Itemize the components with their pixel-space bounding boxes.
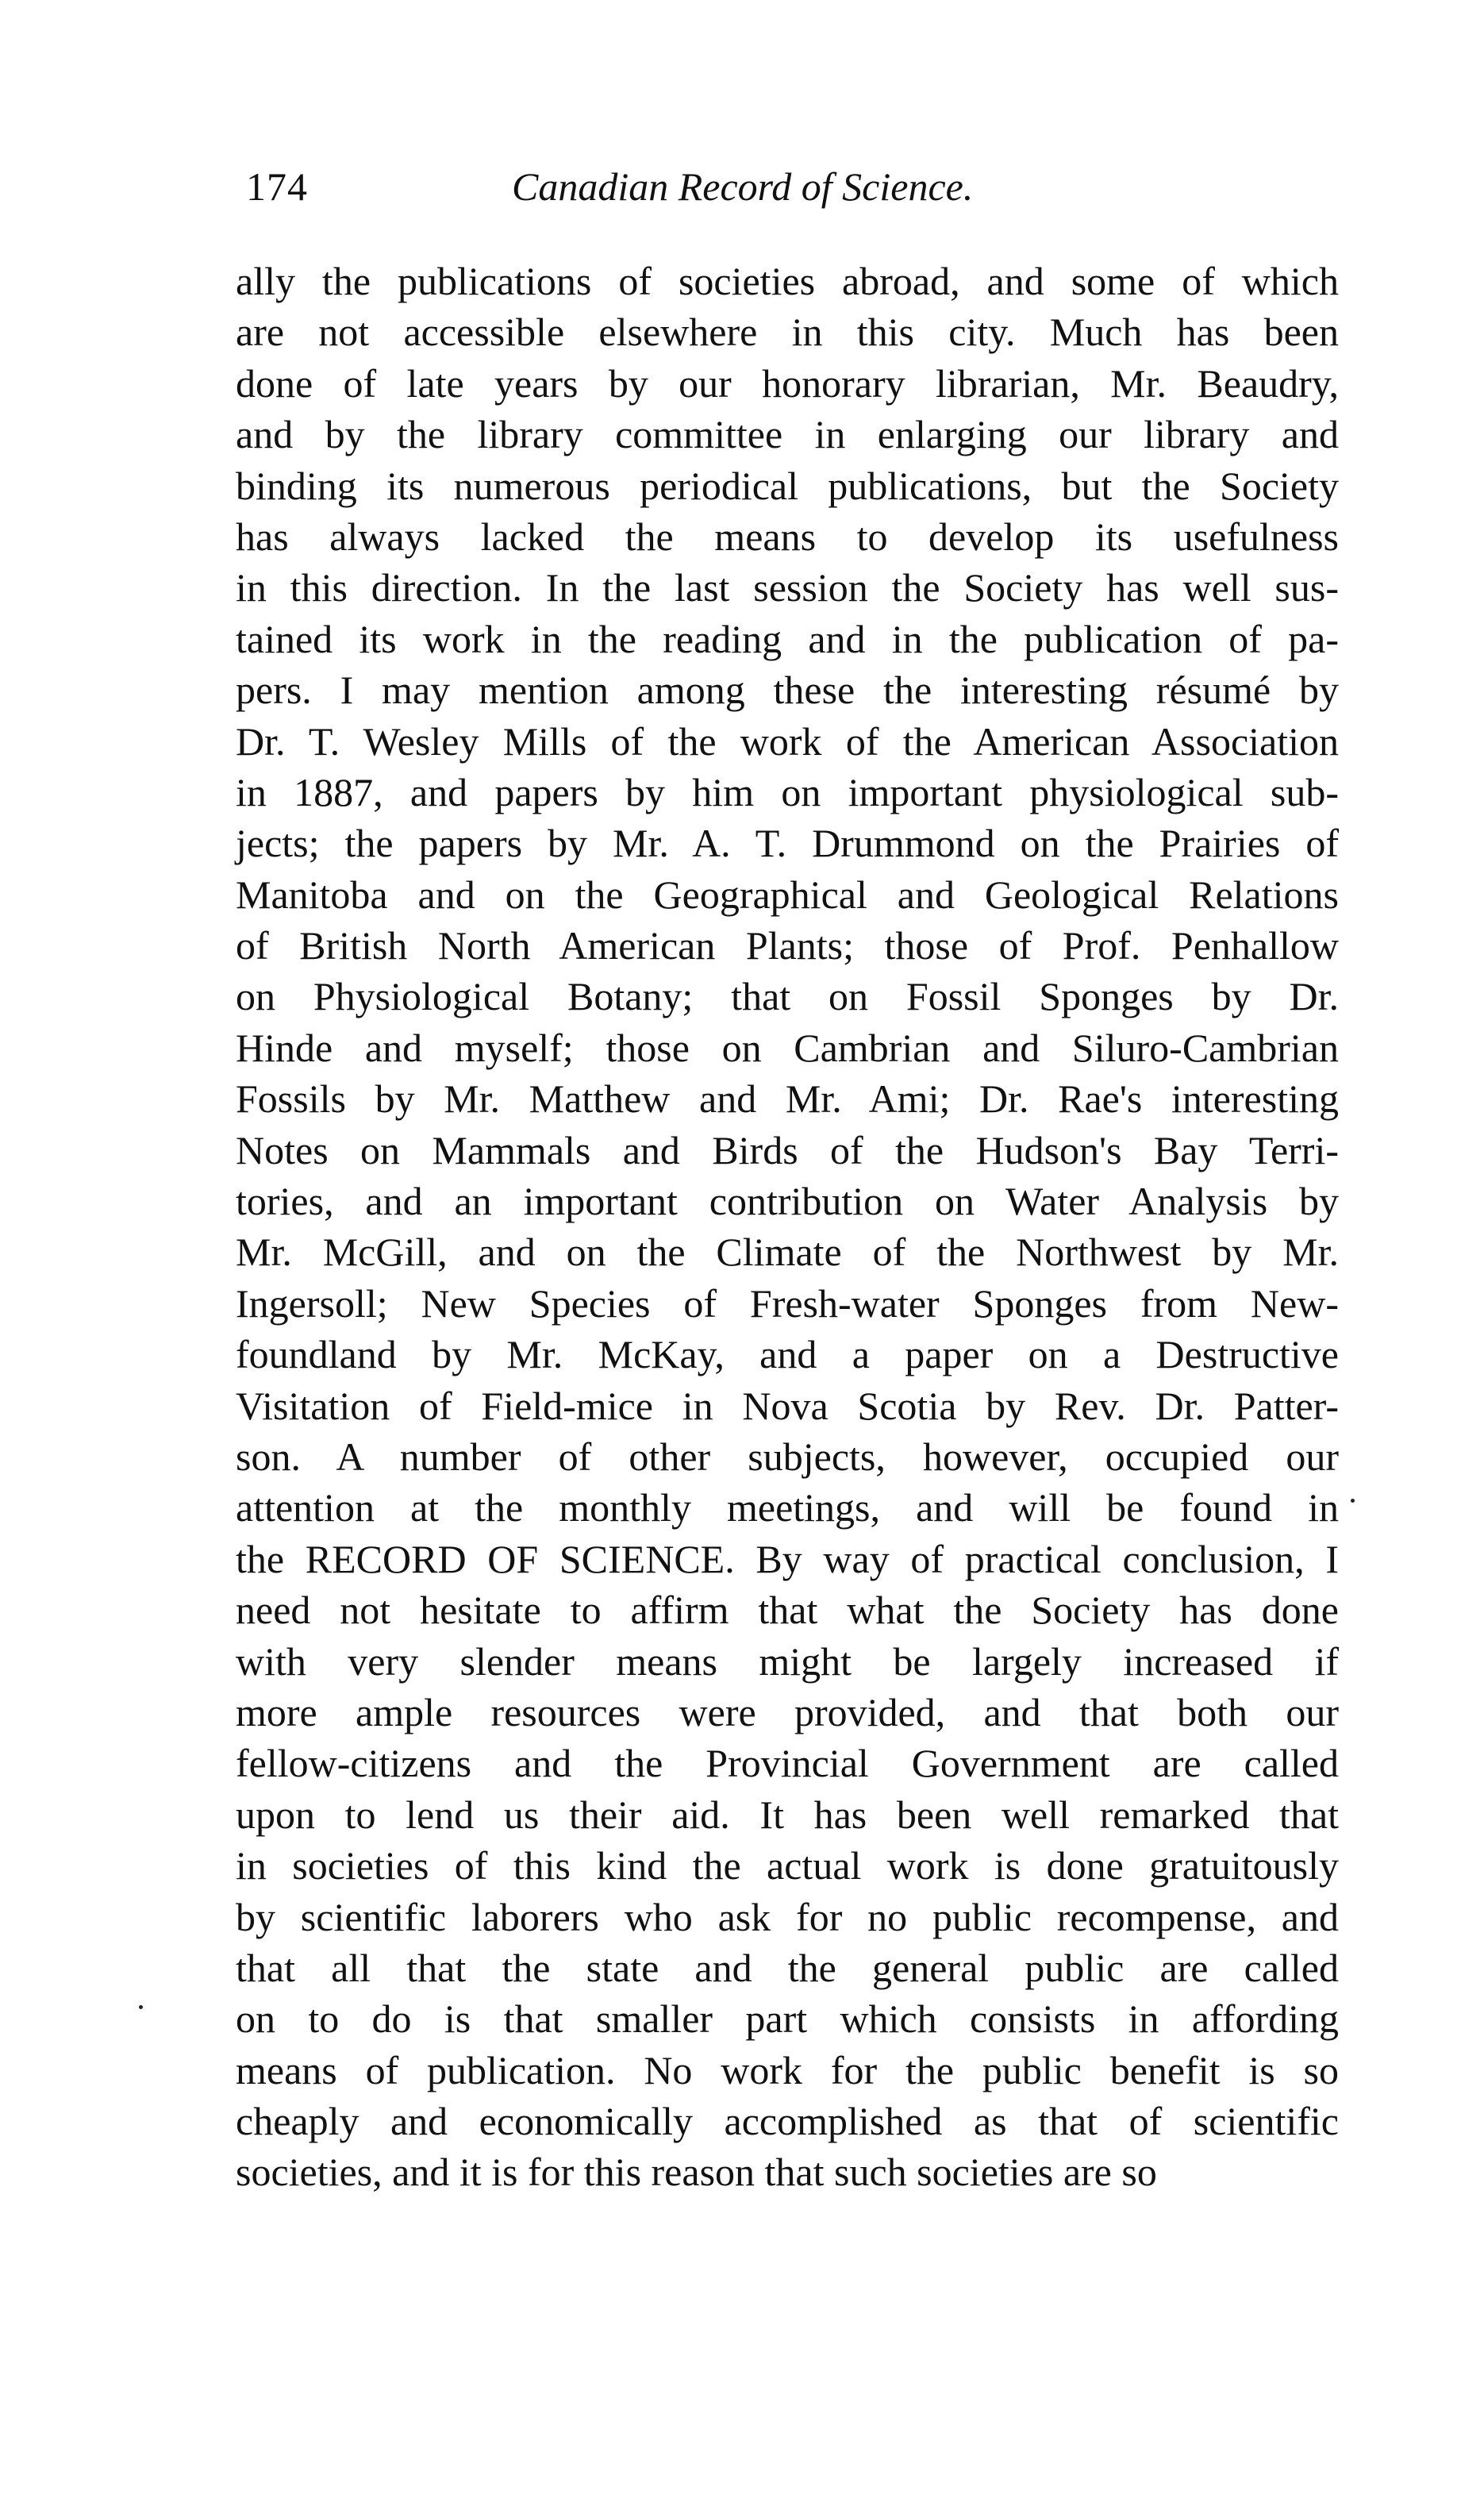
text-line: Notes on Mammals and Birds of the Hudson's Bay Terri- [236,1127,1339,1172]
margin-dot [139,2005,143,2009]
text-line: on to do is that smaller part which consists in affording [236,1996,1339,2042]
text-line: that all that the state and the general public are called [236,1945,1339,1990]
text-line: the RECORD OF SCIENCE. By way of practical conclusion, I [236,1536,1339,1581]
text-line: ally the publications of societies abroad, and some of which [236,259,1339,303]
text-line: attention at the monthly meetings, and will be found in [236,1485,1339,1530]
body-text [236,256,1339,2198]
text-line: and by the library committee in enlarging our library and [236,412,1339,457]
text-line: Ingersoll; New Species of Fresh-water Sponges from New- [236,1280,1339,1326]
text-line: Hinde and myself; those on Cambrian and Siluro-Cambrian [236,1025,1339,1070]
text-line: in 1887, and papers by him on important physiological sub- [236,769,1339,814]
page-number: 174 [246,164,308,209]
text-line: by scientific laborers who ask for no public recompense, and [236,1894,1339,1939]
text-line: with very slender means might be largely increased if [236,1638,1339,1684]
text-line: tained its work in the reading and in the publication of pa- [236,616,1339,661]
text-line: in this direction. In the last session the Society has well sus- [236,565,1339,610]
text-line: binding its numerous periodical publications, but the Society [236,463,1339,508]
text-line: cheaply and economically accomplished as that of scientific [236,2099,1339,2144]
text-line: done of late years by our honorary librarian, Mr. Beaudry, [236,360,1339,406]
text-line: on Physiological Botany; that on Fossil Sponges by Dr. [236,974,1339,1019]
text-line: societies, and it is for this reason that such societies are so [236,2150,1157,2195]
margin-dot [1351,1499,1355,1503]
text-line: son. A number of other subjects, however, occupied our [236,1434,1339,1479]
text-line: means of publication. No work for the public benefit is so [236,2047,1339,2092]
text-line: of British North American Plants; those of Prof. Penhallow [236,923,1339,968]
text-line: in societies of this kind the actual work is done gratuitously [236,1843,1339,1888]
text-line: Mr. McGill, and on the Climate of the Northwest by Mr. [236,1230,1339,1275]
text-line: more ample resources were provided, and that both our [236,1689,1339,1734]
text-line: fellow-citizens and the Provincial Government are called [236,1741,1339,1786]
text-line: Visitation of Field-mice in Nova Scotia by Rev. Dr. Patter- [236,1383,1339,1428]
running-title: Canadian Record of Science. [512,164,974,209]
text-line: tories, and an important contribution on Water Analysis by [236,1179,1339,1224]
page-header [246,163,1238,226]
text-line: foundland by Mr. McKay, and a paper on a Destructive [236,1332,1339,1377]
text-line: Dr. T. Wesley Mills of the work of the American Association [236,718,1339,764]
text-line: upon to lend us their aid. It has been well remarked that [236,1792,1339,1837]
text-line: pers. I may mention among these the interesting résumé by [236,668,1339,713]
text-line: has always lacked the means to develop its usefulness [236,514,1339,559]
text-line: jects; the papers by Mr. A. T. Drummond on the Prairies of [236,821,1339,866]
text-line: need not hesitate to affirm that what the Society has done [236,1588,1339,1633]
text-line: Manitoba and on the Geographical and Geological Relations [236,872,1339,917]
text-line: Fossils by Mr. Matthew and Mr. Ami; Dr. Rae's interesting [236,1076,1339,1122]
text-line: are not accessible elsewhere in this city. Much has been [236,310,1339,355]
